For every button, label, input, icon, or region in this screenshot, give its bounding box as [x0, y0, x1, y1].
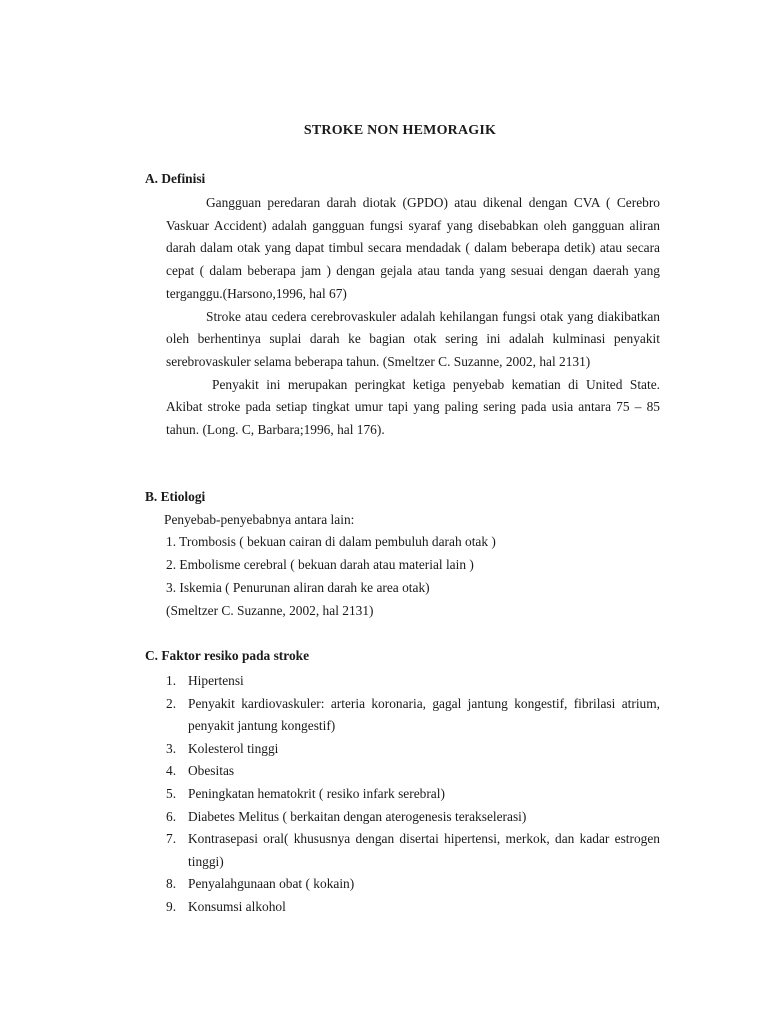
list-item-number: 8. — [166, 876, 177, 892]
list-item-number: 3. — [166, 740, 177, 756]
definisi-body — [166, 192, 660, 442]
list-item — [166, 760, 660, 783]
definisi-paragraph-1: Gangguan peredaran darah diotak (GPDO) atau dikenal dengan CVA ( Cerebro Vaskuar Accident) adalah gangguan fungsi syaraf yang disebabkan oleh gangguan aliran darah dalam otak yang dapat timbul secara mendadak ( dalam beberapa detik) atau secara cepat ( dalam beberapa jam ) dengan gejala atau tanda yang sesuai dengan daerah yang terganggu.(Harsono,1996, hal 67) — [166, 195, 660, 301]
definisi-paragraph-2: Stroke atau cedera cerebrovaskuler adalah kehilangan fungsi otak yang diakibatkan oleh berhentinya suplai darah ke bagian otak sering ini adalah kulminasi penyakit serebrovaskuler selama beberapa tahun. (Smeltzer C. Suzanne, 2002, hal 2131) — [166, 308, 660, 369]
list-item-number: 5. — [166, 785, 177, 801]
list-item-text: Obesitas — [188, 763, 235, 779]
list-item — [166, 896, 660, 919]
list-item-text: Hipertensi — [188, 673, 244, 688]
list-item — [166, 738, 660, 761]
list-item-number: 7. — [166, 831, 177, 847]
etiologi-intro: Penyebab-penyebabnya antara lain: — [164, 512, 355, 527]
list-item — [166, 828, 660, 873]
section-heading-definisi: A. Definisi — [145, 171, 206, 186]
etiologi-item-2: 2. Embolisme cerebral ( bekuan darah atau material lain ) — [166, 557, 474, 572]
list-item-text: Kontrasepasi oral( khususnya dengan disertai hipertensi, merkok, dan kadar estrogen tinggi) — [188, 831, 660, 869]
list-item-number: 6. — [166, 808, 177, 824]
list-item — [166, 670, 660, 693]
list-item-text: Peningkatan hematokrit ( resiko infark serebral) — [188, 785, 445, 801]
list-item-text: Diabetes Melitus ( berkaitan dengan aterogenesis terakselerasi) — [188, 808, 527, 824]
list-item-text: Kolesterol tinggi — [188, 740, 279, 756]
list-item-number: 9. — [166, 898, 177, 914]
list-item-number: 2. — [166, 695, 177, 711]
etiologi-citation: (Smeltzer C. Suzanne, 2002, hal 2131) — [166, 603, 374, 618]
list-item-text: Penyalahgunaan obat ( kokain) — [188, 876, 355, 892]
list-item — [166, 693, 660, 738]
section-heading-etiologi: B. Etiologi — [145, 489, 206, 504]
list-item — [166, 783, 660, 806]
definisi-paragraph-3: Penyakit ini merupakan peringkat ketiga penyebab kematian di United State. Akibat stroke pada setiap tingkat umur tapi yang paling sering pada usia antara 75 – 85 tahun. (Long. C, Barbara;1996, hal 176). — [166, 376, 660, 438]
list-item-number: 1. — [166, 673, 177, 688]
document-title: STROKE NON HEMORAGIK — [303, 123, 497, 138]
list-item — [166, 873, 660, 896]
list-item-number: 4. — [166, 763, 177, 779]
list-item-text: Penyakit kardiovaskuler: arteria koronaria, gagal jantung kongestif, fibrilasi atrium, penyakit jantung kongestif) — [188, 695, 660, 734]
faktor-resiko-list — [166, 670, 660, 919]
list-item — [166, 806, 660, 829]
list-item-text: Konsumsi alkohol — [188, 898, 286, 914]
etiologi-item-1: 1. Trombosis ( bekuan cairan di dalam pembuluh darah otak ) — [166, 534, 496, 549]
etiologi-item-3: 3. Iskemia ( Penurunan aliran darah ke area otak) — [166, 580, 430, 595]
section-heading-faktor-resiko: C. Faktor resiko pada stroke — [145, 648, 310, 663]
